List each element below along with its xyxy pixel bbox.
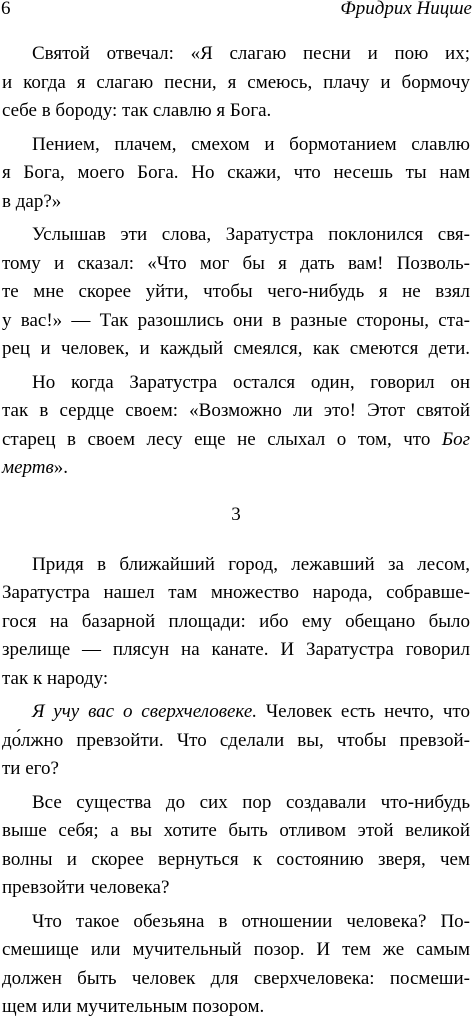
text-line	[2, 698, 470, 727]
text-line: Услышав эти слова, Заратустра поклонился свя-	[32, 224, 470, 245]
text-line: рец и человек, и каждый смеялся, как смеются дети.	[2, 338, 470, 359]
text-line: Пением, плачем, смехом и бормотанием славлю	[32, 133, 470, 155]
text-line: гося на базарной площади: ибо ему обещано было	[2, 610, 470, 632]
italic-fragment: мертв	[2, 457, 54, 478]
text-line: Святой отвечал: «Я слагаю песни и пою их;	[32, 43, 470, 64]
text-line: Но когда Заратустра остался один, говорил он	[32, 371, 470, 393]
text-line: себе в бороду: так славлю я Бога.	[2, 100, 272, 121]
text-line: в дар?»	[2, 190, 62, 212]
italic-fragment: Бог	[441, 428, 470, 450]
paragraph	[2, 369, 470, 483]
page-number: 6	[1, 0, 11, 19]
running-head	[0, 0, 472, 22]
paragraph	[2, 40, 470, 126]
text-line: зрелище — плясун на канате. И Заратустра говорил	[2, 639, 470, 660]
text-line: и когда я слагаю песни, я смеюсь, плачу и бормочу	[2, 71, 470, 93]
text-line: те мне скорее уйти, чтобы чего-нибудь я не взял	[2, 281, 470, 302]
text-line: выше себя; а вы хотите быть отливом этой великой	[2, 820, 470, 841]
text-line: я Бога, моего Бога. Но скажи, что несешь ты нам	[2, 162, 470, 183]
paragraph	[2, 551, 470, 694]
text-fragment: старец в своем лесу еще не слыхал о том, что	[2, 428, 442, 450]
text-line: так в сердце своем: «Возможно ли это! Этот святой	[2, 400, 470, 421]
body-text	[2, 40, 470, 1027]
text-line: смешище или мучительный позор. И тем же самым	[2, 939, 470, 960]
text-line: Заратустра нашел там множество народа, собравше-	[2, 582, 470, 603]
text-line: у вас!» — Так разошлись они в разные стороны, ста-	[2, 309, 470, 331]
italic-fragment: Я учу вас о сверхчеловеке.	[32, 701, 257, 722]
paragraph	[2, 221, 470, 364]
text-line: ти его?	[2, 758, 59, 779]
text-line	[2, 454, 470, 483]
text-line: волны и скорее вернуться к состоянию зверя, чем	[2, 848, 470, 870]
text-line: так к народу:	[2, 667, 109, 689]
paragraph	[2, 908, 470, 1022]
paragraph	[2, 789, 470, 903]
running-title: Фридрих Ницше	[340, 0, 472, 19]
text-line: тому и сказал: «Что мог бы я дать вам! Позволь-	[2, 252, 470, 274]
text-line: Все существа до сих пор создавали что-нибудь	[32, 791, 470, 813]
text-line: щем или мучительным позором.	[2, 996, 265, 1017]
paragraph	[2, 131, 470, 217]
section-number: 3	[231, 503, 241, 525]
text-line: превзойти человека?	[2, 877, 170, 898]
text-fragment: ».	[53, 457, 69, 478]
paragraph	[2, 698, 470, 784]
text-line	[2, 426, 470, 455]
text-line: Что такое обезьяна в отношении человека? По-	[32, 910, 470, 932]
text-fragment: Человек есть нечто, что	[257, 701, 470, 722]
text-line: до́лжно превзойти. Что сделали вы, чтобы превзой-	[2, 729, 470, 751]
text-line: должен быть человек для сверхчеловека: посмеши-	[2, 967, 470, 989]
text-line: Придя в ближайший город, лежавший за лесом,	[32, 553, 470, 575]
